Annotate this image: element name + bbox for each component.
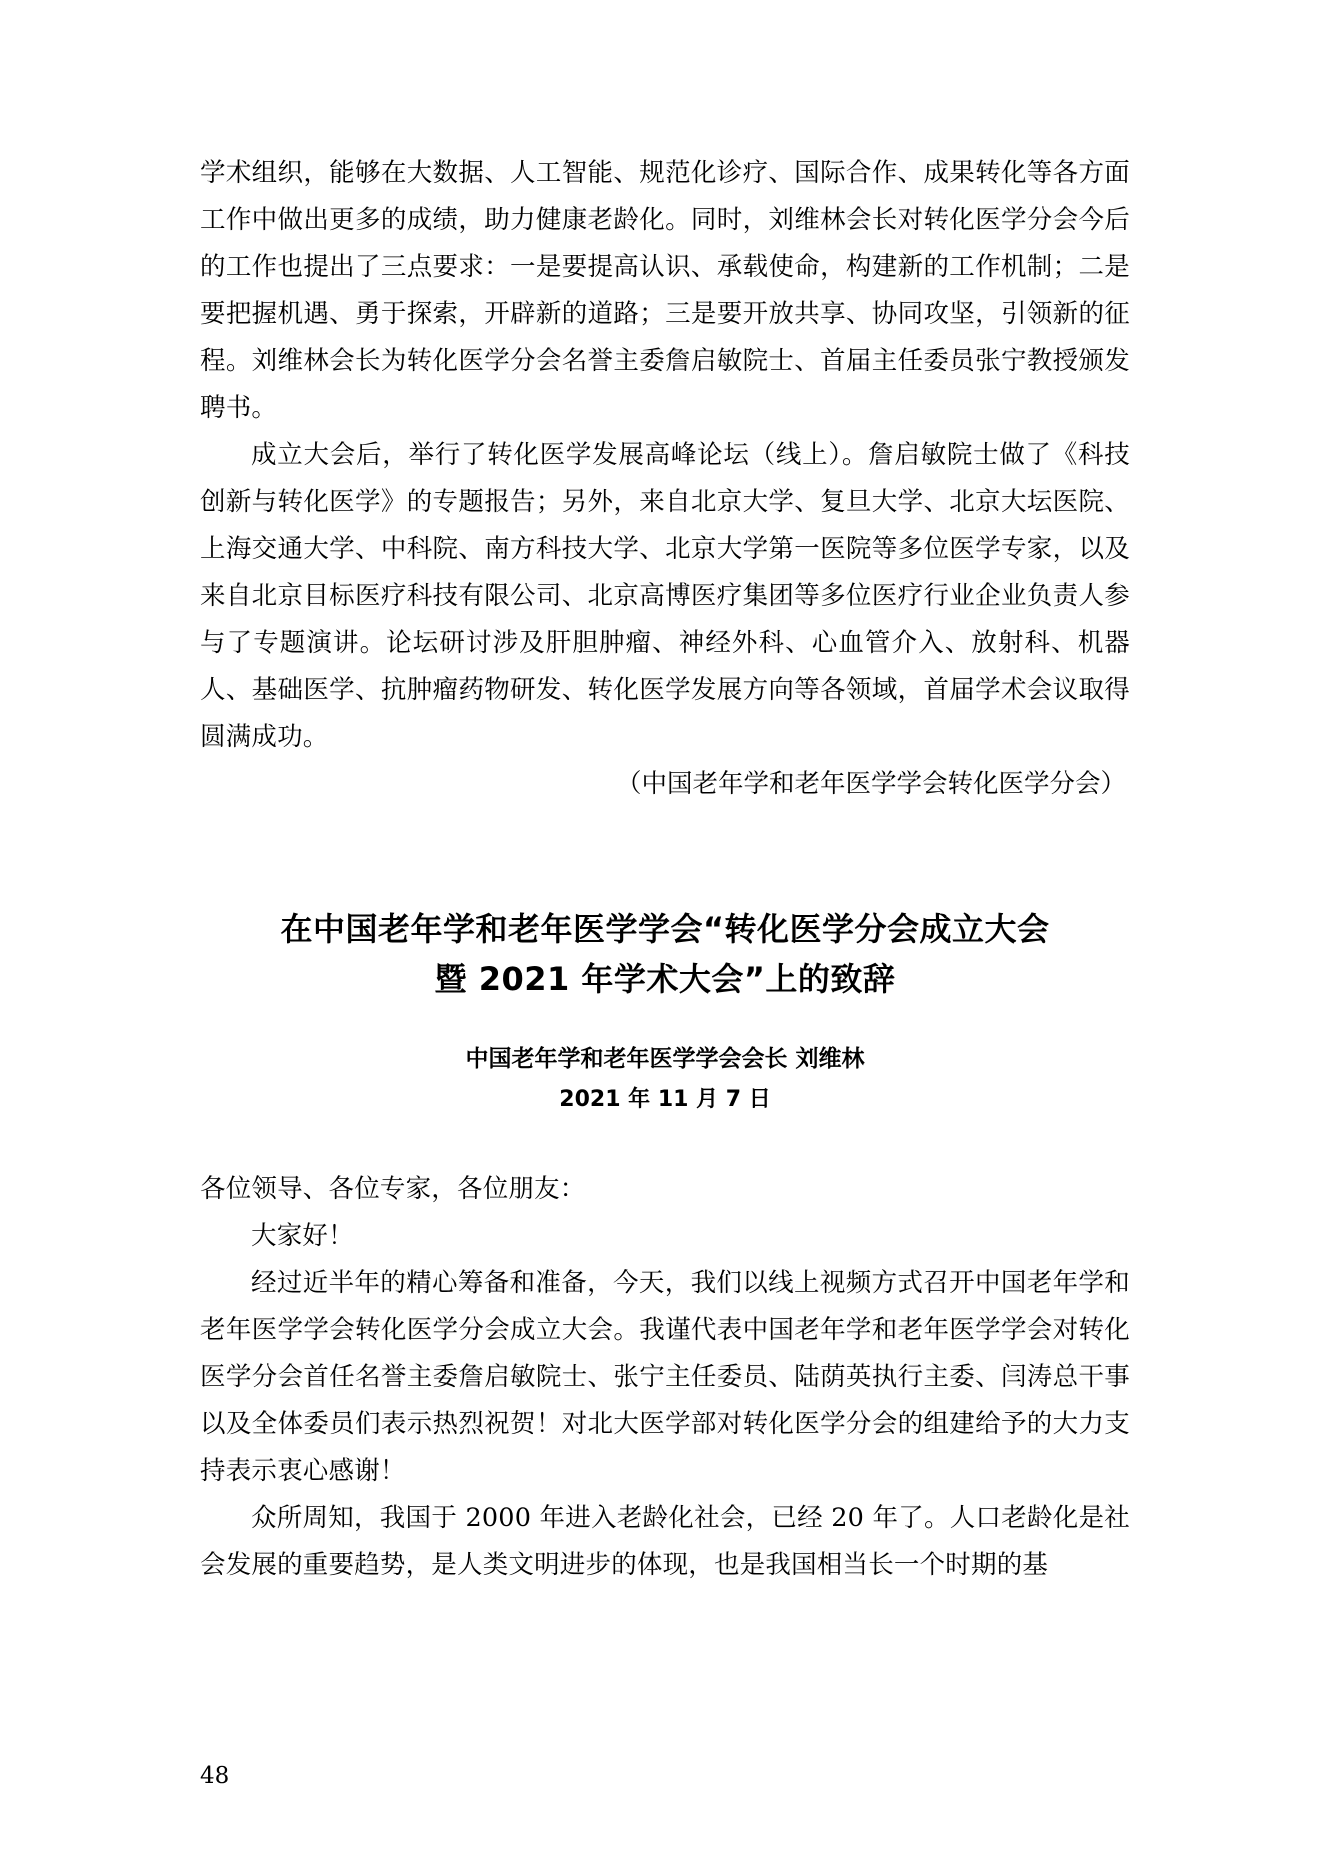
paragraph-forum-summary: 成立大会后，举行了转化医学发展高峰论坛（线上）。詹启敏院士做了《科技创新与转化医学》的专题报告；另外，来自北京大学、复旦大学、北京大坛医院、上海交通大学、中科院、南方科技大学、北京大学第一医院等多位医学专家，以及来自北京目标医疗科技有限公司、北京高博医疗集团等多位医疗行业企业负责人参与了专题演讲。论坛研讨涉及肝胆肿瘤、神经外科、心血管介入、放射科、机器人、基础医学、抗肿瘤药物研发、转化医学发展方向等各领域，首届学术会议取得圆满成功。	[200, 440, 1130, 752]
speech-body	[200, 1166, 1130, 1589]
page-content	[200, 150, 1130, 1589]
article-author: 中国老年学和老年医学学会会长 刘维林	[465, 1046, 865, 1072]
paragraph-congratulations: 经过近半年的精心筹备和准备，今天，我们以线上视频方式召开中国老年学和老年医学学会转化医学分会成立大会。我谨代表中国老年学和老年医学学会对转化医学分会首任名誉主委詹启敏院士、张宁主任委员、陆荫英执行主委、闫涛总干事以及全体委员们表示热烈祝贺！对北大医学部对转化医学分会的组建给予的大力支持表示衷心感谢！	[200, 1268, 1130, 1486]
article-title-block	[200, 904, 1130, 1004]
section-attribution: （中国老年学和老年医学学会转化医学分会）	[615, 769, 1126, 799]
article-byline-block	[200, 1038, 1130, 1120]
page-number: 48	[200, 1763, 230, 1789]
paragraph-continued: 学术组织，能够在大数据、人工智能、规范化诊疗、国际合作、成果转化等各方面工作中做出更多的成绩，助力健康老龄化。同时，刘维林会长对转化医学分会今后的工作也提出了三点要求：一是要提高认识、承载使命，构建新的工作机制；二是要把握机遇、勇于探索，开辟新的道路；三是要开放共享、协同攻坚，引领新的征程。刘维林会长为转化医学分会名誉主委詹启敏院士、首届主任委员张宁教授颁发聘书。	[200, 158, 1130, 423]
article-date: 2021 年 11 月 7 日	[559, 1087, 771, 1112]
greeting: 大家好！	[251, 1221, 354, 1251]
article-title-line-1: 在中国老年学和老年医学学会“转化医学分会成立大会	[280, 910, 1050, 948]
salutation: 各位领导、各位专家，各位朋友：	[200, 1174, 586, 1204]
article-title-line-2: 暨 2021 年学术大会”上的致辞	[434, 960, 896, 998]
paragraph-aging-society: 众所周知，我国于 2000 年进入老龄化社会，已经 20 年了。人口老龄化是社会发展的重要趋势，是人类文明进步的体现，也是我国相当长一个时期的基	[200, 1503, 1130, 1580]
